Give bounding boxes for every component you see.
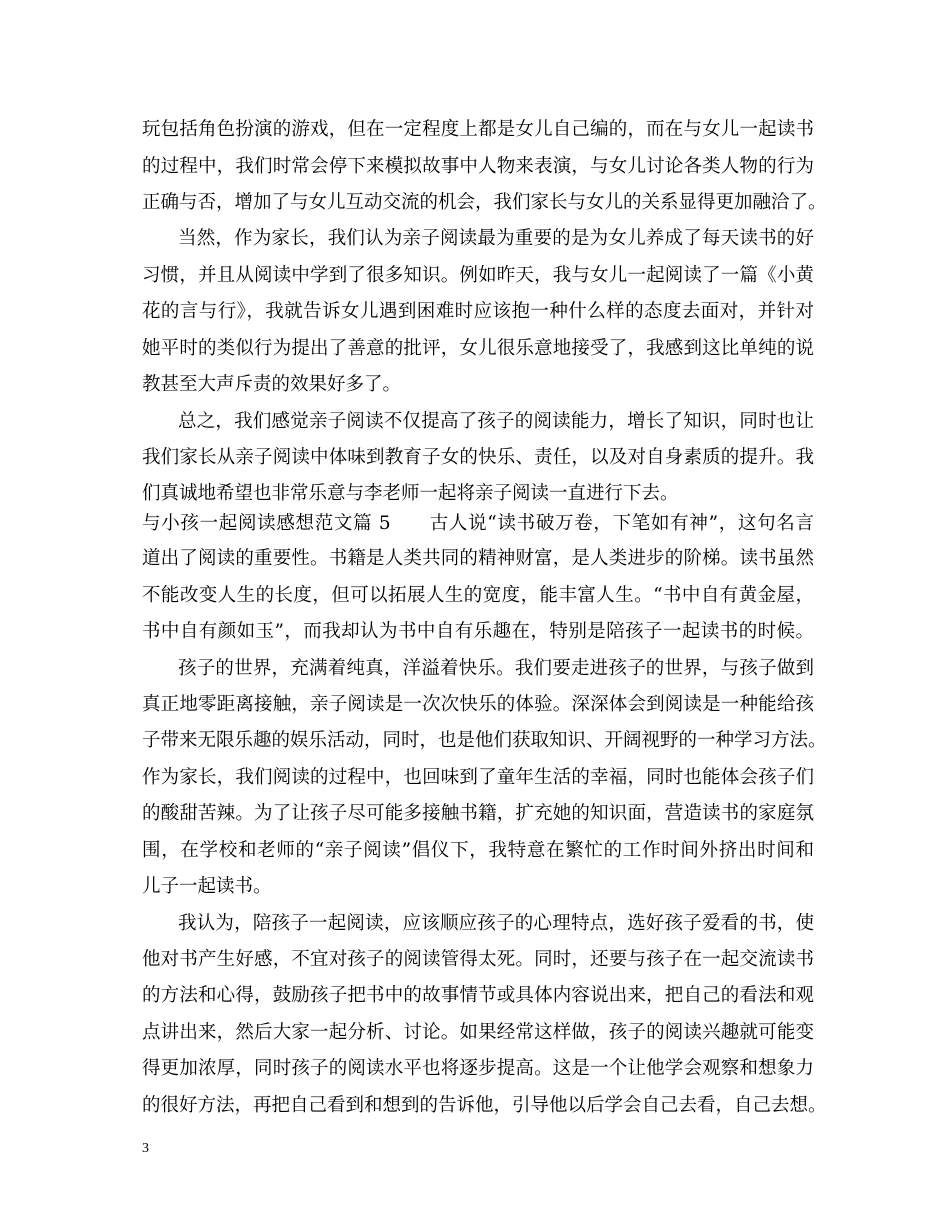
text-line: 点讲出来，然后大家一起分析、讨论。如果经常这样做，孩子的阅读兴趣就可能变 [142, 1022, 814, 1043]
text-line: 道出了阅读的重要性。书籍是人类共同的精神财富，是人类进步的阶梯。读书虽然 [142, 548, 814, 569]
text-line: 作为家长，我们阅读的过程中，也回味到了童年生活的幸福，同时也能体会孩子们 [142, 767, 814, 788]
text-line: 子带来无限乐趣的娱乐活动，同时，也是他们获取知识、开阔视野的一种学习方法。 [142, 730, 827, 751]
text-line: 玩包括角色扮演的游戏，但在一定程度上都是女儿自己编的，而在与女儿一起读书 [142, 119, 814, 140]
text-line: 教甚至大声斥责的效果好多了。 [142, 374, 402, 395]
text-line: 我们家长从亲子阅读中体味到教育子女的快乐、责任，以及对自身素质的提升。我 [142, 447, 814, 468]
paragraph-first-line: 我认为，陪孩子一起阅读，应该顺应孩子的心理特点，选好孩子爱看的书，使 [178, 913, 814, 934]
page-number: 3 [142, 1141, 149, 1156]
text-line: 花的言与行》，我就告诉女儿遇到困难时应该抱一种什么样的态度去面对，并针对 [142, 301, 814, 322]
text-line: 儿子一起读书。 [142, 876, 272, 897]
text-line: 书中自有颜如玉”，而我却认为书中自有乐趣在，特别是陪孩子一起读书的时候。 [142, 621, 814, 642]
text-line: 他对书产生好感，不宜对孩子的阅读管得太死。同时，还要与孩子在一起交流读书 [142, 949, 814, 970]
text-line: 习惯，并且从阅读中学到了很多知识。例如昨天，我与女儿一起阅读了一篇《小黄 [142, 265, 814, 286]
text-line: 的很好方法，再把自己看到和想到的告诉他，引导他以后学会自己去看，自己去想。 [142, 1095, 827, 1116]
text-line: 的酸甜苦辣。为了让孩子尽可能多接触书籍，扩充她的知识面，营造读书的家庭氛 [142, 803, 814, 824]
paragraph-first-line: 当然，作为家长，我们认为亲子阅读最为重要的是为女儿养成了每天读书的好 [178, 228, 814, 249]
text-line: 她平时的类似行为提出了善意的批评，女儿很乐意地接受了，我感到这比单纯的说 [142, 338, 814, 359]
text-line: 得更加浓厚，同时孩子的阅读水平也将逐步提高。这是一个让他学会观察和想象力 [142, 1058, 814, 1079]
text-line: 们真诚地希望也非常乐意与李老师一起将亲子阅读一直进行下去。 [142, 483, 679, 504]
text-line: 的过程中，我们时常会停下来模拟故事中人物来表演，与女儿讨论各类人物的行为 [142, 156, 814, 177]
section-heading-line: 与小孩一起阅读感想范文篇 5 古人说“读书破万卷，下笔如有神”，这句名言 [142, 513, 814, 534]
text-line: 正确与否，增加了与女儿互动交流的机会，我们家长与女儿的关系显得更加融洽了。 [142, 192, 827, 213]
paragraph-first-line: 孩子的世界，充满着纯真，洋溢着快乐。我们要走进孩子的世界，与孩子做到 [178, 658, 814, 679]
text-line: 的方法和心得，鼓励孩子把书中的故事情节或具体内容说出来，把自己的看法和观 [142, 985, 814, 1006]
text-line: 围，在学校和老师的“亲子阅读”倡仪下，我特意在繁忙的工作时间外挤出时间和 [142, 840, 814, 861]
text-line: 真正地零距离接触，亲子阅读是一次次快乐的体验。深深体会到阅读是一种能给孩 [142, 694, 814, 715]
paragraph-first-line: 总之，我们感觉亲子阅读不仅提高了孩子的阅读能力，增长了知识，同时也让 [178, 411, 814, 432]
text-line: 不能改变人生的长度，但可以拓展人生的宽度，能丰富人生。“书中自有黄金屋， [142, 585, 814, 606]
